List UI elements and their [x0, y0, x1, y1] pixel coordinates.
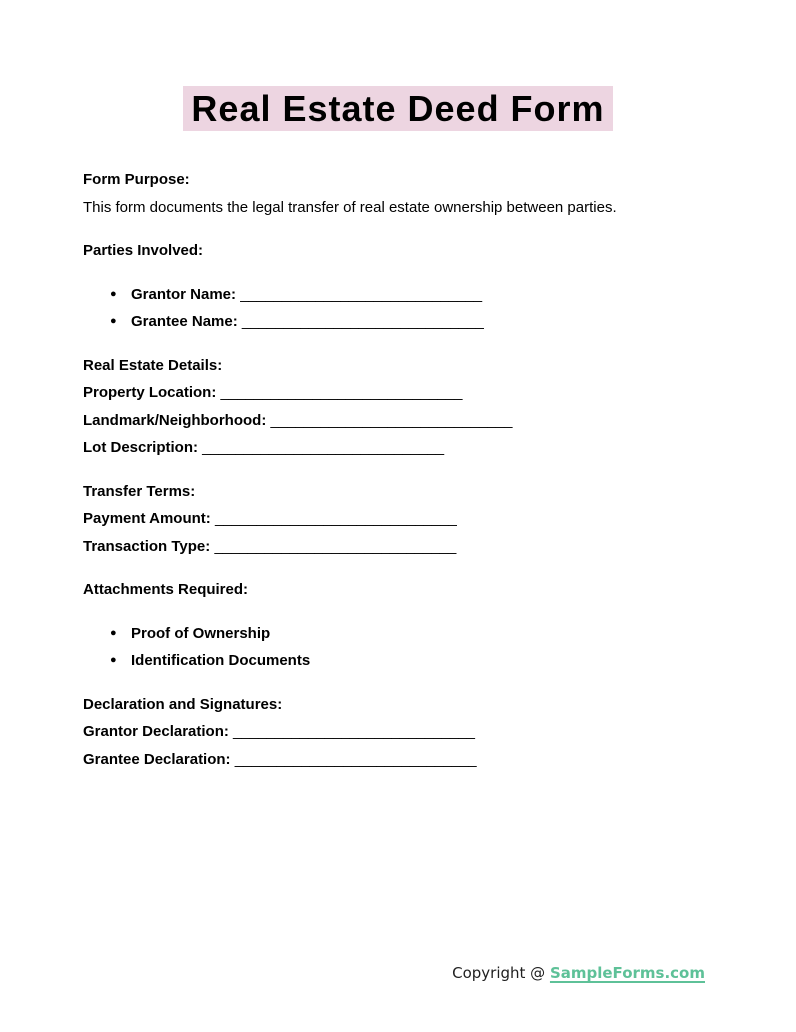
transaction-type-label: Transaction Type: — [83, 537, 211, 555]
list-item-identification-documents — [131, 647, 706, 675]
form-purpose-description: This form documents the legal transfer of real estate ownership between parties. — [83, 198, 617, 216]
grantee-name-blank: _____________________________ — [241, 313, 484, 330]
section-parties-involved-heading — [83, 237, 706, 265]
section-attachments-required-heading — [83, 576, 706, 604]
list-item-grantee-name — [131, 308, 706, 336]
identification-documents-label: Identification Documents — [131, 652, 311, 669]
attachments-required-list — [83, 620, 706, 675]
proof-of-ownership-label: Proof of Ownership — [131, 624, 271, 642]
transfer-terms-heading: Transfer Terms: — [83, 482, 196, 500]
copyright-text: Copyright @ — [452, 964, 546, 982]
grantor-name-label: Grantor Name: — [131, 285, 237, 303]
grantor-declaration-blank: _____________________________ — [233, 723, 475, 740]
document-body — [0, 166, 796, 773]
parties-involved-list — [83, 281, 706, 336]
section-form-purpose — [83, 166, 706, 221]
payment-amount-label: Payment Amount: — [83, 510, 211, 527]
real-estate-details-heading: Real Estate Details: — [83, 356, 223, 374]
page-title — [0, 86, 796, 131]
form-purpose-heading: Form Purpose: — [83, 171, 190, 188]
declaration-signatures-heading: Declaration and Signatures: — [83, 695, 283, 713]
grantor-name-blank: _____________________________ — [240, 285, 483, 303]
page-title-text: Real Estate Deed Form — [183, 86, 612, 131]
property-location-blank: _____________________________ — [220, 384, 463, 401]
list-item-grantor-name — [131, 281, 706, 309]
parties-involved-heading: Parties Involved: — [83, 242, 204, 259]
property-location-label: Property Location: — [83, 384, 217, 401]
grantee-name-label: Grantee Name: — [131, 313, 238, 330]
landmark-neighborhood-label: Landmark/Neighborhood: — [83, 411, 267, 429]
transaction-type-blank: _____________________________ — [214, 537, 457, 555]
section-declaration-signatures — [83, 691, 706, 774]
landmark-neighborhood-blank: _____________________________ — [270, 411, 513, 429]
footer-brand-link[interactable]: SampleForms.com — [549, 964, 705, 982]
grantee-declaration-label: Grantee Declaration: — [83, 750, 231, 768]
grantee-declaration-blank: _____________________________ — [234, 750, 477, 768]
grantor-declaration-label: Grantor Declaration: — [83, 723, 229, 740]
lot-description-blank: _____________________________ — [202, 439, 445, 456]
footer-copyright — [452, 964, 705, 982]
lot-description-label: Lot Description: — [83, 439, 198, 456]
section-real-estate-details — [83, 352, 706, 462]
payment-amount-blank: _____________________________ — [214, 510, 457, 527]
list-item-proof-of-ownership — [131, 620, 706, 648]
attachments-required-heading: Attachments Required: — [83, 581, 249, 598]
section-transfer-terms — [83, 478, 706, 561]
